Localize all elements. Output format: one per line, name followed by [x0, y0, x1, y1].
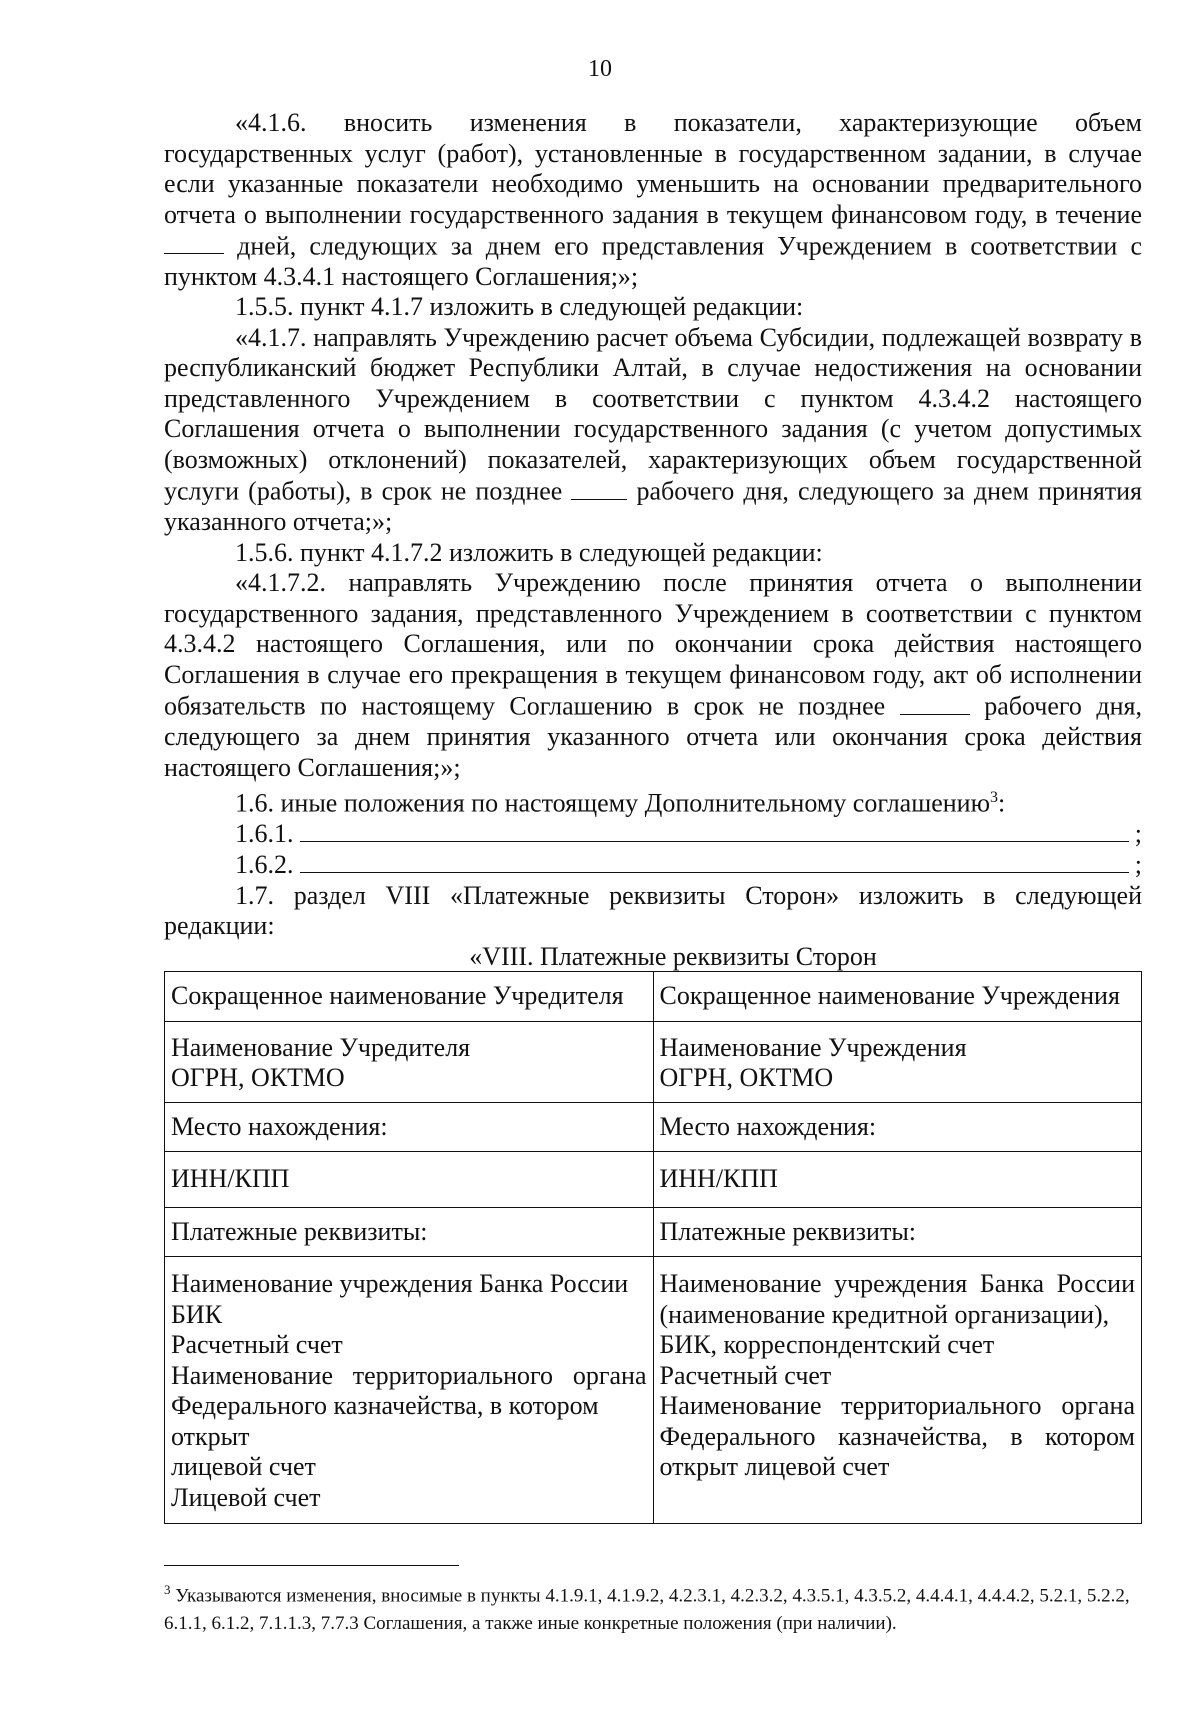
paragraph-text: рабочего дня, следующего за днем принятия указанного отчета;»;: [164, 476, 1143, 537]
item-end: ;: [1134, 850, 1142, 880]
paragraph-text: «4.1.7. направлять Учреждению расчет объема Субсидии, подлежащей возврату в республиканский бюджет Республики Алтай, в случае недостижения на основании представленного Учреждением в соответствии с пунктом 4.3.4.2 настоящего Соглашения отчета о выполнении государственного задания (с учетом допустимых (возможных) отклонений) показателей, характеризующих объем государственной услуги (работы), в срок не позднее: [164, 322, 1142, 506]
cell-line: Наименование Учреждения: [659, 1032, 967, 1062]
table-row: [165, 1207, 1142, 1257]
fill-in-line: [300, 850, 1129, 873]
table-row: [165, 972, 1142, 1022]
paragraph-text: 1.6. иные положения по настоящему Дополнительному соглашению: [235, 788, 991, 818]
paragraph-punctuation: :: [998, 788, 1006, 818]
cell-line: БИК, корреспондентский счет: [659, 1330, 995, 1360]
footnote-reference: 3: [990, 789, 999, 807]
fill-in-blank: [571, 475, 627, 499]
cell-line: ОГРН, ОКТМО: [659, 1063, 834, 1093]
footnote-mark: 3: [164, 1582, 171, 1597]
fill-in-blank: [900, 690, 970, 714]
paragraph-4-1-7: [164, 323, 1142, 538]
paragraph-1-7: 1.7. раздел VIII «Платежные реквизиты Сторон» изложить в следующей редакции:: [164, 880, 1142, 941]
cell-line: БИК: [171, 1299, 223, 1329]
table-title: «VIII. Платежные реквизиты Сторон: [469, 941, 877, 971]
paragraph-4-1-6: [164, 108, 1142, 292]
table-cell: [653, 1021, 1142, 1102]
paragraph-4-1-7-2: [164, 568, 1142, 783]
fill-in-line: [300, 819, 1129, 842]
paragraph-1-5-5: 1.5.5. пункт 4.1.7 изложить в следующей редакции:: [235, 292, 804, 322]
cell-line: Федерального казначейства, в котором открыт: [171, 1391, 599, 1451]
cell-line: открыт лицевой счет: [659, 1452, 890, 1482]
table-row: [165, 1152, 1142, 1208]
cell-line: Расчетный счет: [171, 1330, 343, 1360]
paragraph-1-5-6: 1.5.6. пункт 4.1.7.2 изложить в следующей редакции:: [235, 537, 823, 567]
table-cell: Платежные реквизиты:: [165, 1207, 654, 1257]
table-cell: Место нахождения:: [165, 1102, 654, 1152]
item-1-6-2: [164, 850, 1142, 881]
cell-line: Наименование территориального органа: [659, 1391, 1135, 1421]
table-cell: [653, 1257, 1142, 1524]
payment-details-table: [164, 971, 1142, 1524]
paragraph-text: рабочего дня, следующего за днем принятия указанного отчета или окончания срока действия настоящего Соглашения;»;: [164, 691, 1142, 782]
paragraph-text: «4.1.6. вносить изменения в показатели, характеризующие объем государственных услуг (работ), установленные в государственном задании, в случае если указанные показатели необходимо уменьшить на основании предварительного отчета о выполнении государственного задания в текущем финансовом году, в течение: [164, 108, 1142, 229]
paragraph-text: дней, следующих за днем его представления Учреждением в соответствии с пунктом 4.3.4.1 настоящего Соглашения;»;: [164, 231, 1143, 291]
cell-line: Лицевой счет: [171, 1482, 321, 1512]
cell-line: Наименование учреждения Банка России: [171, 1269, 629, 1299]
table-cell: [165, 1021, 654, 1102]
cell-line: (наименование кредитной организации),: [659, 1299, 1110, 1329]
document-body: [164, 108, 1142, 1524]
table-cell: Место нахождения:: [653, 1102, 1142, 1152]
footnote-text: Указываются изменения, вносимые в пункты 4.1.9.1, 4.1.9.2, 4.2.3.1, 4.2.3.2, 4.3.5.1, 4.3.5.2, 4.4.4.1, 4.4.4.2, 5.2.1, 5.2.2, 6.1.1, 6.1.2, 7.1.1.3, 7.7.3 Соглашения, а также иные конкретные положения (при наличии).: [164, 1585, 1130, 1635]
paragraph-text: «4.1.7.2. направлять Учреждению после принятия отчета о выполнении государственного задания, представленного Учреждением в соответствии с пунктом 4.3.4.2 настоящего Соглашения, или по окончании срока действия настоящего Соглашения в случае его прекращения в текущем финансовом году, акт об исполнении обязательств по настоящему Соглашению в срок не позднее: [164, 568, 1142, 721]
table-row: [165, 1102, 1142, 1152]
item-number: 1.6.2.: [235, 850, 294, 880]
table-cell: Сокращенное наименование Учреждения: [653, 972, 1142, 1022]
fill-in-blank: [164, 230, 224, 254]
table-row: [165, 1021, 1142, 1102]
table-row: [165, 1257, 1142, 1524]
table-cell: ИНН/КПП: [165, 1152, 654, 1208]
table-cell: [165, 1257, 654, 1524]
item-end: ;: [1134, 819, 1142, 849]
table-cell: ИНН/КПП: [653, 1152, 1142, 1208]
item-number: 1.6.1.: [235, 819, 294, 849]
cell-line: Расчетный счет: [659, 1360, 832, 1390]
cell-line: Наименование территориального органа: [171, 1360, 647, 1390]
cell-line: Федерального казначейства, в котором: [659, 1421, 1135, 1451]
footnote: [164, 1576, 1142, 1638]
cell-line: Наименование Учредителя: [171, 1032, 471, 1062]
footnote-separator: [164, 1565, 459, 1566]
item-1-6-1: [164, 819, 1142, 850]
cell-line: ОГРН, ОКТМО: [171, 1063, 345, 1093]
cell-line: Наименование учреждения Банка России: [659, 1269, 1135, 1299]
cell-line: лицевой счет: [171, 1452, 316, 1482]
table-cell: Платежные реквизиты:: [653, 1207, 1142, 1257]
page-number: 10: [588, 56, 612, 82]
paragraph-1-6: [164, 783, 1142, 819]
table-cell: Сокращенное наименование Учредителя: [165, 972, 654, 1022]
